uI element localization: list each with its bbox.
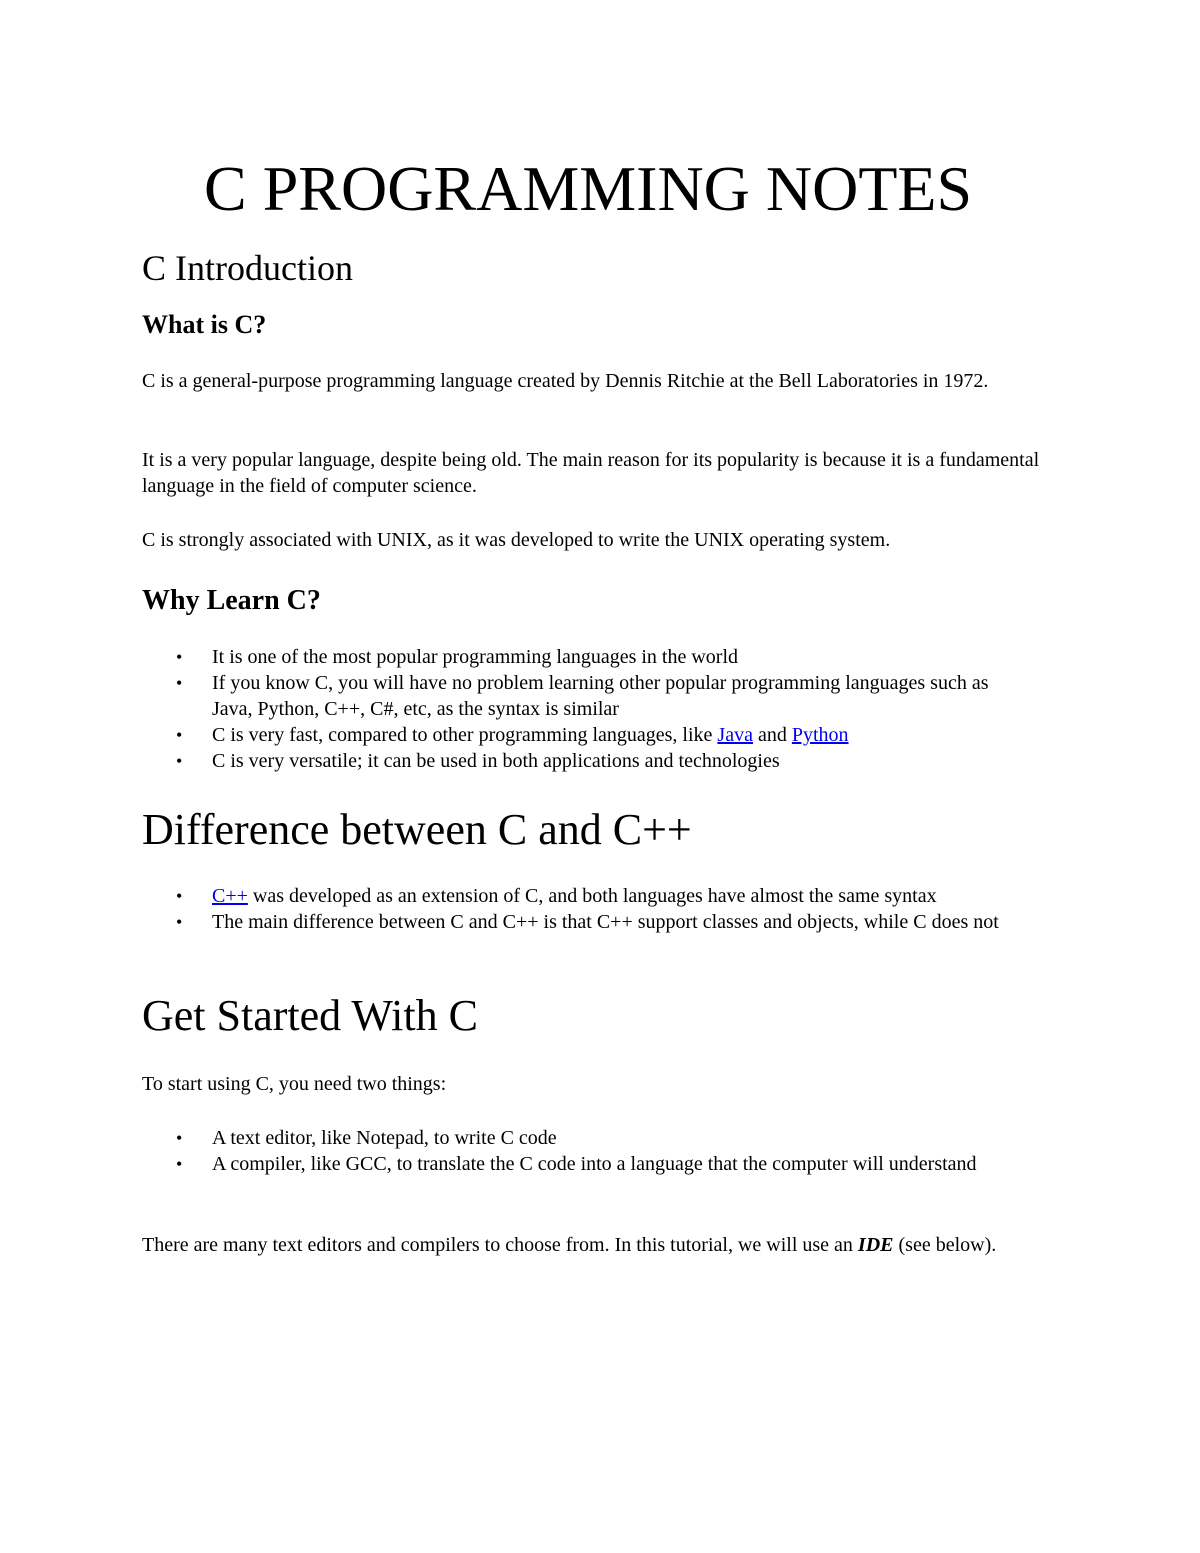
get-started-intro: To start using C, you need two things: — [142, 1073, 447, 1095]
list-item-text: C is very versatile; it can be used in both applications and technologies — [212, 750, 780, 772]
what-paragraph-2: It is a very popular language, despite being old. The main reason for its popularity is because it is a fundamental language in the field of computer science. — [142, 449, 1040, 497]
list-item — [142, 883, 1032, 909]
python-link[interactable]: Python — [791, 724, 849, 746]
bullet-icon: • — [176, 647, 183, 667]
get-started-list — [142, 1125, 1042, 1177]
bullet-icon: • — [176, 1154, 183, 1174]
why-learn-list — [142, 644, 1042, 774]
bullet-icon: • — [176, 673, 183, 693]
bullet-icon: • — [176, 1128, 183, 1148]
bullet-icon: • — [176, 912, 183, 932]
list-item-text: A compiler, like GCC, to translate the C code into a language that the computer will understand — [212, 1153, 977, 1175]
list-item — [142, 722, 1032, 748]
list-item-text: A text editor, like Notepad, to write C code — [212, 1127, 557, 1149]
what-is-c-heading: What is C? — [142, 310, 267, 339]
document-title: C PROGRAMMING NOTES — [204, 153, 973, 224]
java-link[interactable]: Java — [717, 724, 753, 746]
closing-paragraph — [142, 1232, 1042, 1258]
bullet-icon: • — [176, 725, 183, 745]
list-item — [142, 1151, 1032, 1177]
list-item — [142, 670, 1032, 722]
list-item-text: was developed as an extension of C, and both languages have almost the same syntax — [247, 885, 937, 907]
list-item — [142, 748, 1032, 774]
bullet-icon: • — [176, 751, 183, 771]
list-item — [142, 1125, 1032, 1151]
cpp-link[interactable]: C++ — [212, 885, 248, 907]
difference-list — [142, 883, 1042, 935]
list-item — [142, 909, 1032, 935]
what-paragraph-1: C is a general-purpose programming language created by Dennis Ritchie at the Bell Laboratories in 1972. — [142, 370, 989, 392]
list-item-text: The main difference between C and C++ is that C++ support classes and objects, while C does not — [212, 911, 999, 933]
closing-text: (see below). — [893, 1234, 997, 1256]
list-item-text: and — [752, 724, 792, 746]
get-started-heading: Get Started With C — [142, 991, 478, 1040]
list-item-text: C is very fast, compared to other programming languages, like — [212, 724, 718, 746]
intro-heading: C Introduction — [142, 248, 353, 288]
closing-text: There are many text editors and compilers to choose from. In this tutorial, we will use an — [142, 1234, 858, 1256]
why-learn-heading: Why Learn C? — [142, 585, 321, 616]
list-item-text: It is one of the most popular programming languages in the world — [212, 646, 739, 668]
what-paragraph-3: C is strongly associated with UNIX, as it was developed to write the UNIX operating system. — [142, 529, 891, 551]
bullet-icon: • — [176, 886, 183, 906]
list-item-text: If you know C, you will have no problem learning other popular programming languages such as Java, Python, C++, C#, etc, as the syntax is similar — [212, 672, 989, 720]
ide-emphasis: IDE — [857, 1234, 894, 1256]
list-item — [142, 644, 1032, 670]
difference-heading: Difference between C and C++ — [142, 805, 692, 854]
